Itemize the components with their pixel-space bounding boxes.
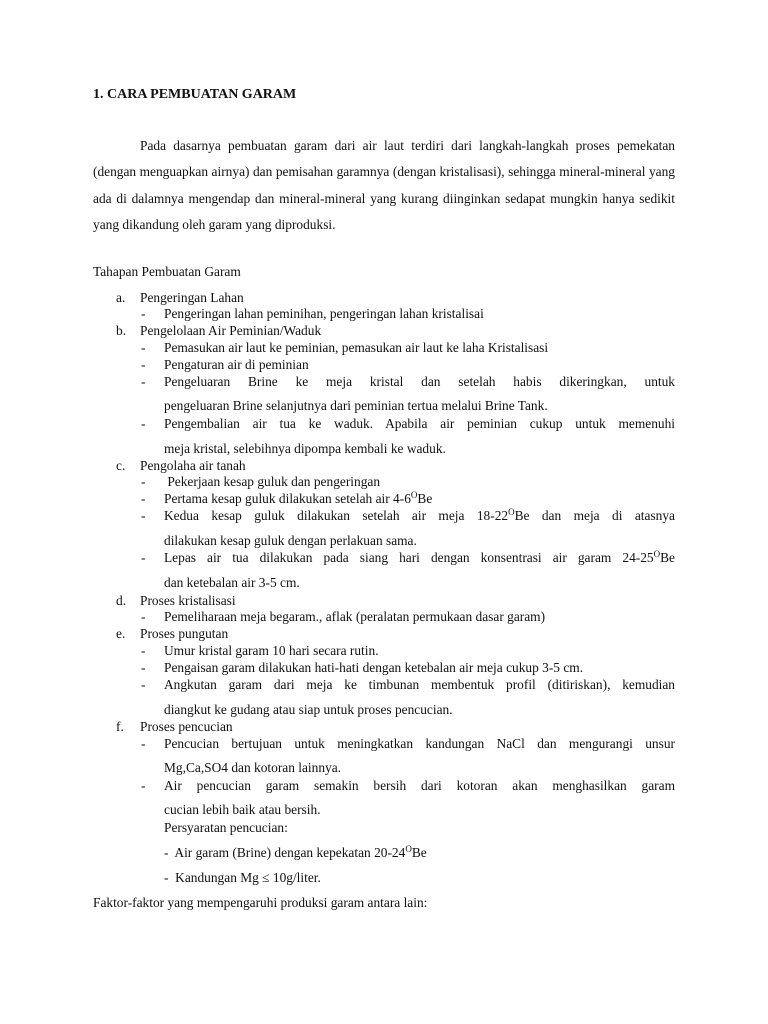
- dash-bullet: -: [141, 306, 146, 321]
- degree-superscript: O: [410, 490, 418, 500]
- list-item-continuation: pengeluaran Brine selanjutnya dari peminian tertua melalui Brine Tank.: [164, 398, 548, 413]
- list-item-continuation: cucian lebih baik atau bersih.: [164, 802, 321, 817]
- requirements-label: Persyaratan pencucian:: [164, 820, 288, 835]
- dash-bullet: -: [141, 677, 146, 692]
- dash-bullet: -: [141, 474, 146, 489]
- list-item: Pengeringan lahan peminihan, pengeringan lahan kristalisai: [164, 306, 484, 321]
- requirement-item: - Kandungan Mg ≤ 10g/liter.: [164, 870, 321, 885]
- section-title-c: Pengolaha air tanah: [140, 458, 246, 473]
- section-title-f: Proses pencucian: [140, 719, 233, 734]
- requirement-item: - Air garam (Brine) dengan kepekatan $20-24^OBe$: [164, 844, 427, 860]
- dash-bullet: -: [141, 491, 146, 506]
- list-item: Pekerjaan kesap guluk dan pengeringan: [164, 474, 381, 489]
- list-marker-f: f.: [116, 719, 124, 734]
- list-item: Umur kristal garam 10 hari secara rutin.: [164, 643, 379, 658]
- list-item: Pengaisan garam dilakukan hati-hati dengan ketebalan air meja cukup 3-5 cm.: [164, 660, 584, 675]
- list-item: Air pencucian garam semakin bersih dari kotoran akan menghasilkan garam: [164, 778, 675, 793]
- dash-bullet: -: [141, 609, 146, 624]
- list-item-continuation: dilakukan kesap guluk dengan perlakuan sama.: [164, 533, 417, 548]
- list-marker-d: d.: [116, 593, 127, 608]
- section-title-d: Proses kristalisasi: [140, 593, 236, 608]
- list-item: Pencucian bertujuan untuk meningkatkan kandungan NaCl dan mengurangi unsur: [164, 736, 675, 751]
- list-item-continuation: meja kristal, selebihnya dipompa kembali ke waduk.: [164, 441, 446, 456]
- list-item: Pengeluaran Brine ke meja kristal dan setelah habis dikeringkan, untuk: [164, 374, 675, 389]
- list-item: Angkutan garam dari meja ke timbunan membentuk profil (ditiriskan), kemudian: [164, 677, 675, 692]
- list-marker-a: a.: [116, 290, 126, 305]
- list-item: Kedua kesap guluk dilakukan setelah air meja $18-22^OBe$ dan meja di atasnya: [164, 507, 675, 523]
- list-item: Pengembalian air tua ke waduk. Apabila air peminian cukup untuk memenuhi: [164, 416, 675, 431]
- list-marker-b: b.: [116, 323, 127, 338]
- dash-bullet: -: [141, 508, 146, 523]
- stages-title: Tahapan Pembuatan Garam: [93, 264, 241, 279]
- degree-superscript: O: [653, 549, 661, 559]
- list-item: Pengaturan air di peminian: [164, 357, 309, 372]
- list-item-continuation: dan ketebalan air 3-5 cm.: [164, 575, 300, 590]
- list-item: Lepas air tua dilakukan pada siang hari dengan konsentrasi air garam $24-25^OBe$: [164, 549, 675, 565]
- dash-bullet: -: [141, 416, 146, 431]
- list-item: Pemeliharaan meja begaram., aflak (peralatan permukaan dasar garam): [164, 609, 546, 624]
- degree-superscript: O: [405, 844, 412, 854]
- list-item-continuation: diangkut ke gudang atau siap untuk proses pencucian.: [164, 702, 453, 717]
- dash-bullet: -: [141, 643, 146, 658]
- dash-bullet: -: [141, 374, 146, 389]
- list-item-continuation: Mg,Ca,SO4 dan kotoran lainnya.: [164, 760, 342, 775]
- dash-bullet: -: [141, 778, 146, 793]
- dash-bullet: -: [141, 550, 146, 565]
- dash-bullet: -: [141, 357, 146, 372]
- dash-bullet: -: [141, 736, 146, 751]
- section-heading: 1. CARA PEMBUATAN GARAM: [93, 87, 297, 102]
- factors-text: Faktor-faktor yang mempengaruhi produksi garam antara lain:: [93, 895, 428, 910]
- list-item: Pertama kesap guluk dilakukan setelah air $4-6^OBe$: [164, 490, 433, 506]
- section-title-e: Proses pungutan: [140, 626, 229, 641]
- section-title-b: Pengelolaan Air Peminian/Waduk: [140, 323, 322, 338]
- intro-paragraph: Pada dasarnya pembuatan garam dari air laut terdiri dari langkah-langkah proses pemekatan (dengan menguapkan airnya) dan pemisahan garamnya (dengan kristalisasi), sehingga mineral-mineral yang ada di dalamnya mengendap dan mineral-mineral yang kurang diinginkan sedapat mungkin hanya sedikit yang dikandung oleh garam yang diproduksi.: [93, 138, 675, 233]
- list-marker-e: e.: [116, 626, 126, 641]
- degree-superscript: O: [508, 507, 515, 517]
- list-item: Pemasukan air laut ke peminian, pemasukan air laut ke laha Kristalisasi: [164, 340, 549, 355]
- dash-bullet: -: [141, 660, 146, 675]
- list-marker-c: c.: [116, 458, 126, 473]
- dash-bullet: -: [141, 340, 146, 355]
- section-title-a: Pengeringan Lahan: [140, 290, 244, 305]
